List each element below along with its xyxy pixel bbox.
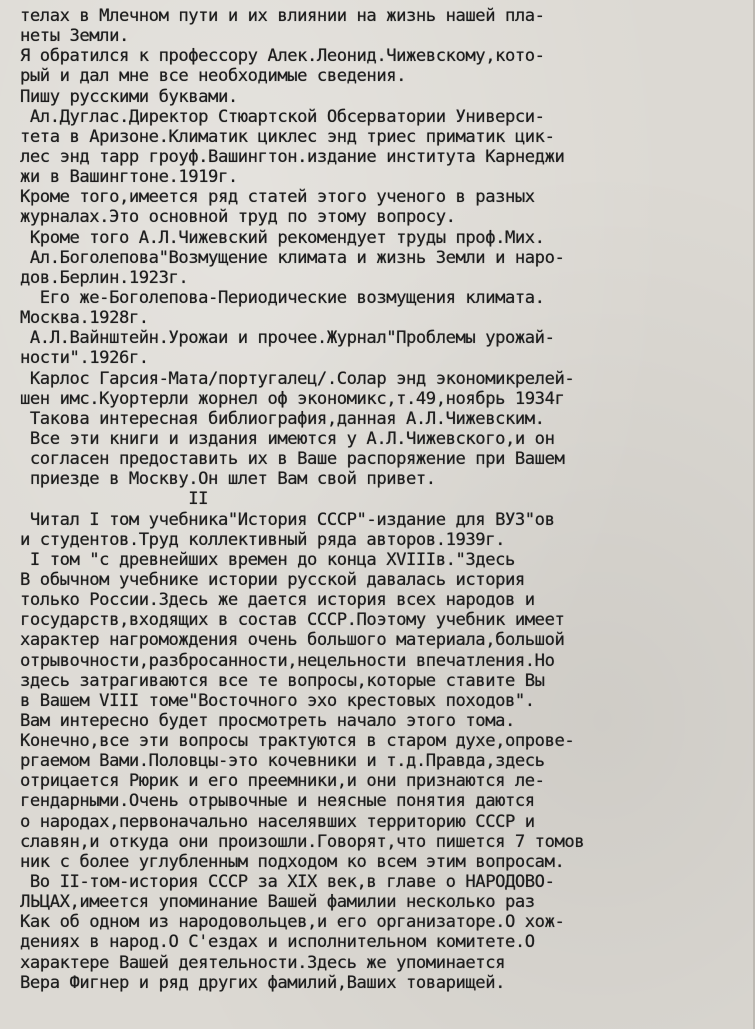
text-line: ргаемом Вами.Половцы-это кочевники и т.д.Правда,здесь	[20, 751, 545, 772]
text-line: и студентов.Труд коллективный ряда авторов.1939г.	[20, 529, 505, 550]
text-line: А.Л.Вайнштейн.Урожаи и прочее.Журнал"Проблемы урожай-	[20, 328, 555, 349]
text-line: рый и дал мне все необходимые сведения.	[20, 66, 407, 87]
text-line: характер нагромождения очень большого материала,большой	[20, 630, 565, 651]
text-line: Все эти книги и издания имеются у А.Л.Чижевского,и он	[20, 428, 555, 449]
text-line: ности".1926г.	[20, 348, 149, 369]
text-line: в Вашем VIII томе"Восточного эхо крестовых походов".	[20, 690, 535, 711]
typewritten-text	[20, 6, 749, 993]
text-line: Во II-том-история СССР за XIX век,в главе о НАРОДОВО-	[20, 872, 555, 893]
text-line: Как об одном из народовольцев,и его организаторе.О хож-	[20, 912, 565, 933]
text-line: отрывочности,разбросанности,нецельности впечатления.Но	[20, 650, 555, 671]
text-line: телах в Млечном пути и их влиянии на жизнь нашей пла-	[20, 6, 545, 26]
text-line: дениях в народ.О С'ездах и исполнительном комитете.О	[20, 932, 535, 953]
text-line: II	[20, 489, 209, 510]
text-line: Ал.Боголепова"Возмущение климата и жизнь Земли и наро-	[20, 247, 565, 268]
text-line: I том "с древнейших времен до конца XVIIIв."Здесь	[20, 549, 515, 570]
text-line: согласен предоставить их в Ваше распоряжение при Вашем	[20, 449, 565, 470]
text-line: Пишу русскими буквами.	[20, 86, 238, 107]
text-line: Читал I том учебника"История СССР"-издание для ВУЗ"ов	[20, 509, 555, 530]
text-line: государств,входящих в состав СССР.Поэтому учебник имеет	[20, 610, 565, 631]
text-line: жи в Вашингтоне.1919г.	[20, 167, 238, 188]
text-line: ЛЬЦАХ,имеется упоминание Вашей фамилии несколько раз	[20, 892, 535, 913]
text-line: ник с более углубленным подходом ко всем этим вопросам.	[20, 851, 565, 872]
text-line: характере Вашей деятельности.Здесь же упоминается	[20, 952, 505, 973]
text-line: Конечно,все эти вопросы трактуются в старом духе,опрове-	[20, 731, 575, 752]
text-line: Вера Фигнер и ряд других фамилий,Ваших товарищей.	[20, 972, 505, 993]
text-line: гендарными.Очень отрывочные и неясные понятия даются	[20, 791, 535, 812]
text-line: В обычном учебнике истории русской давалась история	[20, 569, 525, 590]
text-line: Кроме того А.Л.Чижевский рекомендует труды проф.Мих.	[20, 227, 545, 248]
text-line: славян,и откуда они произошли.Говорят,что пишется 7 томов	[20, 831, 585, 852]
text-line: тета в Аризоне.Климатик циклес энд триес приматик цик-	[20, 126, 555, 147]
text-line: неты Земли.	[20, 26, 129, 47]
text-line: только России.Здесь же дается история всех народов и	[20, 590, 535, 611]
text-line: Вам интересно будет просмотреть начало этого тома.	[20, 710, 515, 731]
text-line: приезде в Москву.Он шлет Вам свой привет.	[20, 469, 436, 490]
text-line: Его же-Боголепова-Периодические возмущения климата.	[20, 287, 545, 308]
text-line: Москва.1928г.	[20, 308, 149, 329]
text-line: о народах,первоначально населявших территорию СССР и	[20, 811, 535, 832]
text-line: Такова интересная библиография,данная А.Л.Чижевским.	[20, 408, 545, 429]
text-line: здесь затрагиваются все те вопросы,которые ставите Вы	[20, 670, 545, 691]
text-line: Ал.Дуглас.Директор Стюартской Обсерватории Универси-	[20, 106, 545, 127]
text-line: дов.Берлин.1923г.	[20, 267, 189, 288]
text-line: лес энд тарр гроуф.Вашингтон.издание института Карнеджи	[20, 146, 565, 167]
text-line: отрицается Рюрик и его преемники,и они признаются ле-	[20, 771, 545, 792]
text-line: Кроме того,имеется ряд статей этого ученого в разных	[20, 187, 535, 208]
text-line: журналах.Это основной труд по этому вопросу.	[20, 207, 456, 228]
text-line: шен имс.Куортерли жорнел оф экономикс,т.49,ноябрь 1934г	[20, 388, 565, 409]
text-line: Карлос Гарсия-Мата/португалец/.Солар энд экономикрелей-	[20, 368, 575, 389]
text-line: Я обратился к профессору Алек.Леонид.Чижевскому,кото-	[20, 46, 545, 67]
